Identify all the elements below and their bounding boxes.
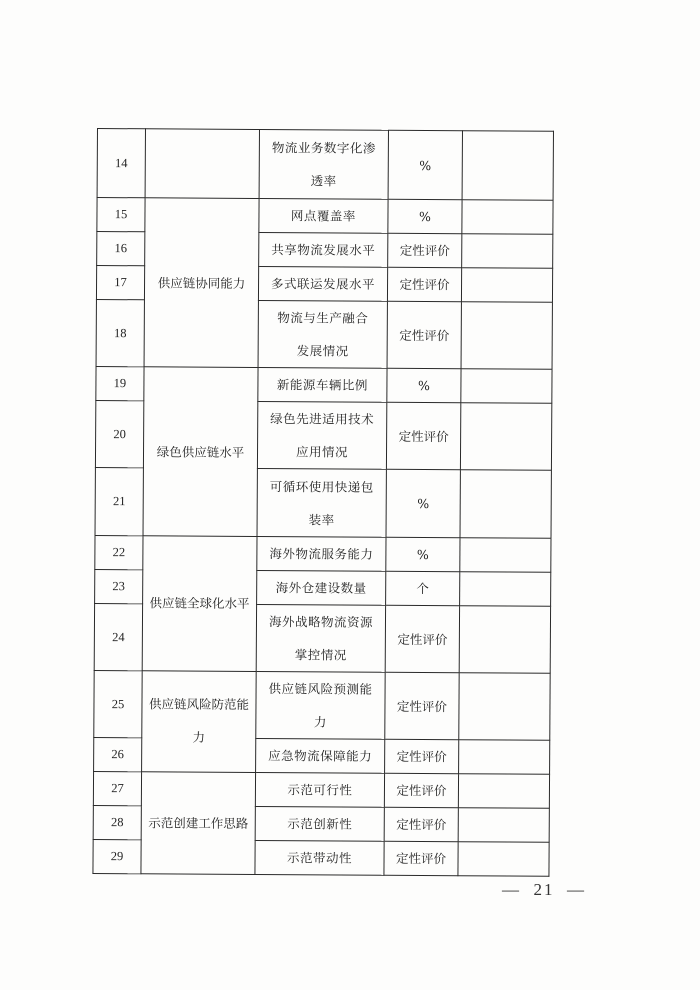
blank-cell	[459, 606, 550, 674]
row-number: 17	[96, 266, 144, 300]
row-number: 22	[95, 535, 143, 569]
unit-cell: 定性评价	[384, 807, 458, 841]
blank-cell	[462, 234, 553, 269]
category-cell	[142, 671, 257, 773]
category-line: 供应链风险防范能	[148, 696, 250, 712]
unit-cell: %	[386, 469, 460, 537]
indicator-cell: 示范带动性	[255, 840, 384, 875]
row-number: 28	[93, 805, 141, 839]
unit-cell: 定性评价	[384, 841, 458, 875]
table-row	[96, 366, 552, 403]
blank-cell	[460, 470, 551, 539]
indicator-cell	[259, 129, 388, 199]
row-number: 15	[97, 198, 145, 232]
indicator-cell: 网点覆盖率	[259, 198, 388, 233]
category-cell: 供应链全球化水平	[142, 536, 257, 672]
indicator-cell	[257, 468, 386, 537]
indicator-cell: 应急物流保障能力	[256, 738, 385, 773]
unit-cell: 定性评价	[385, 605, 459, 672]
indicator-line: 物流业务数字化渗	[271, 140, 376, 156]
unit-cell: 定性评价	[385, 739, 459, 773]
unit-cell: 定性评价	[388, 233, 462, 267]
table-row	[97, 198, 553, 235]
unit-cell: %	[386, 537, 460, 571]
category-cell: 绿色供应链水平	[143, 367, 258, 537]
indicator-cell: 海外物流服务能力	[257, 536, 386, 571]
unit-cell: 定性评价	[386, 402, 460, 469]
indicator-line: 力	[313, 714, 327, 730]
indicator-line: 应用情况	[295, 444, 349, 460]
row-number: 20	[95, 400, 143, 467]
row-number: 23	[95, 569, 143, 603]
row-number: 26	[94, 737, 142, 771]
blank-cell	[459, 740, 550, 775]
indicator-line: 物流与生产融合	[277, 310, 369, 326]
unit-cell: 定性评价	[385, 672, 459, 739]
blank-cell	[460, 572, 551, 607]
unit-cell: %	[388, 199, 462, 233]
indicator-line: 掌控情况	[294, 647, 347, 663]
blank-cell	[458, 842, 549, 877]
blank-cell	[458, 808, 549, 843]
row-number: 29	[93, 839, 141, 873]
blank-cell	[461, 369, 552, 404]
unit-cell: %	[387, 368, 461, 402]
indicator-line: 海外战略物流资源	[268, 614, 374, 630]
unit-cell: 定性评价	[387, 301, 461, 368]
table-row	[97, 129, 553, 201]
blank-cell	[458, 774, 549, 809]
indicator-line: 供应链风险预测能	[268, 681, 373, 697]
category-line: 力	[192, 729, 206, 745]
row-number: 18	[96, 299, 144, 366]
indicator-cell: 示范可行性	[255, 772, 384, 807]
indicator-table	[92, 128, 554, 877]
blank-cell	[462, 131, 553, 201]
indicator-line: 发展情况	[296, 343, 349, 359]
indicator-cell: 海外仓建设数量	[257, 570, 386, 605]
row-number: 27	[93, 771, 141, 805]
category-cell: 供应链协同能力	[144, 198, 259, 368]
unit-cell: 定性评价	[384, 773, 458, 807]
category-cell: 示范创建工作思路	[141, 772, 256, 875]
category-cell	[145, 129, 259, 199]
table-row	[93, 771, 549, 808]
table-row	[95, 535, 551, 572]
page-number: — 21 —	[502, 880, 586, 899]
blank-cell	[462, 200, 553, 235]
indicator-cell: 新能源车辆比例	[258, 367, 387, 402]
row-number: 19	[96, 366, 144, 400]
indicator-cell: 共享物流发展水平	[259, 232, 388, 267]
table-row	[94, 670, 550, 740]
blank-cell	[460, 403, 551, 471]
unit-cell: 定性评价	[387, 267, 461, 301]
indicator-cell	[257, 401, 386, 469]
blank-cell	[461, 302, 552, 370]
row-number: 14	[97, 129, 145, 198]
row-number: 25	[94, 670, 142, 737]
unit-cell: 个	[386, 571, 460, 605]
indicator-cell	[256, 671, 385, 739]
row-number: 24	[94, 603, 142, 670]
indicator-cell: 示范创新性	[255, 806, 384, 841]
blank-cell	[461, 268, 552, 303]
indicator-line: 装率	[308, 511, 335, 527]
indicator-cell	[256, 604, 385, 672]
indicator-cell	[258, 300, 387, 368]
indicator-line: 透率	[310, 173, 337, 189]
indicator-cell: 多式联运发展水平	[258, 266, 387, 301]
row-number: 21	[95, 467, 143, 535]
blank-cell	[459, 673, 550, 741]
row-number: 16	[97, 232, 145, 266]
indicator-line: 可循环使用快递包	[269, 478, 374, 495]
blank-cell	[460, 538, 551, 573]
unit-cell: %	[388, 130, 462, 199]
indicator-line: 绿色先进适用技术	[270, 411, 375, 427]
